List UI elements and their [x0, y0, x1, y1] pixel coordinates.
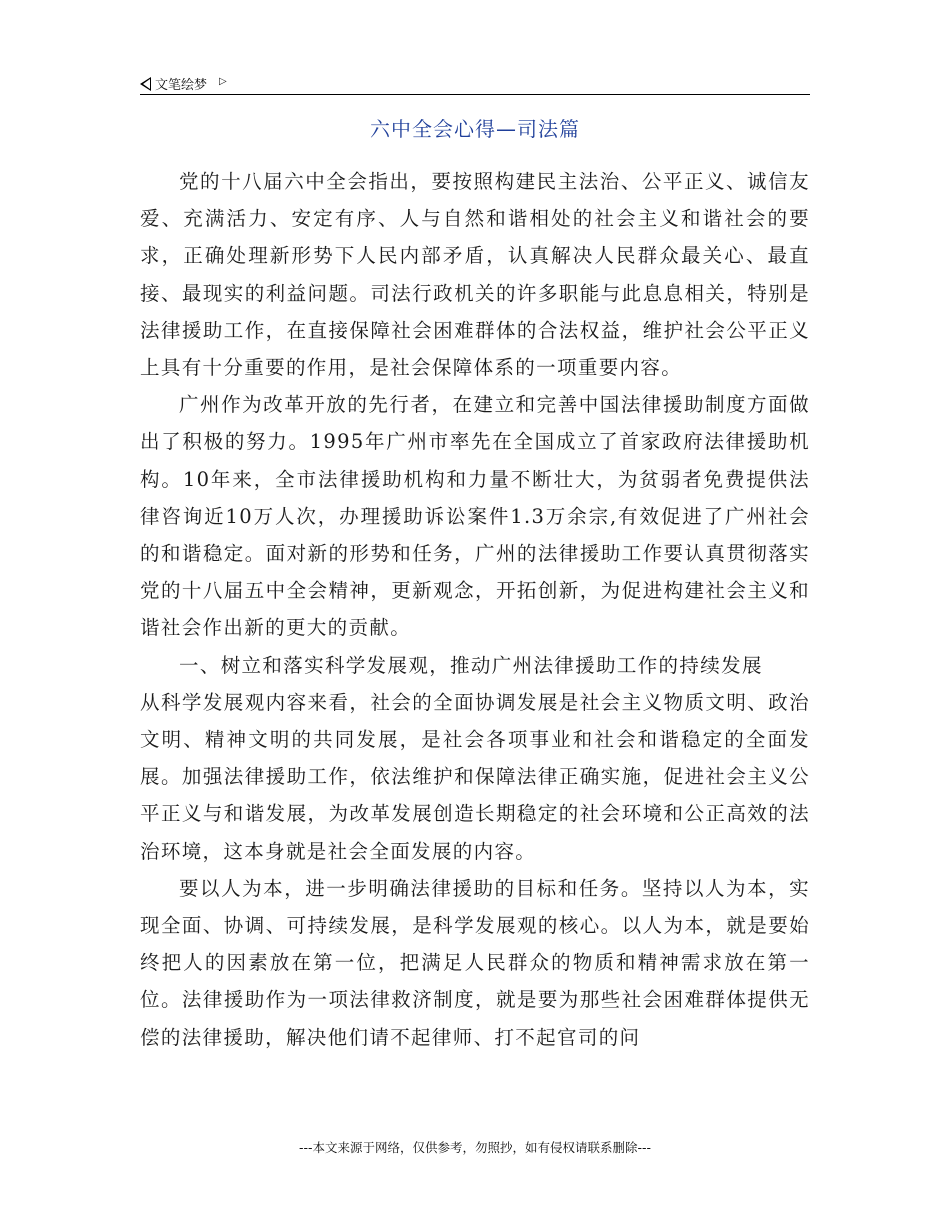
- paragraph-3: 从科学发展观内容来看，社会的全面协调发展是社会主义物质文明、政治文明、精神文明的共同发展，是社会各项事业和社会和谐稳定的全面发展。加强法律援助工作，依法维护和保障法律正确实施，促进社会主义公平正义与和谐发展，为改革发展创造长期稳定的社会环境和公正高效的法治环境，这本身就是社会全面发展的内容。: [140, 690, 810, 863]
- paragraph-4: 要以人为本，进一步明确法律援助的目标和任务。坚持以人为本，实现全面、协调、可持续发展，是科学发展观的核心。以人为本，就是要始终把人的因素放在第一位，把满足人民群众的物质和精神需求放在第一位。法律援助作为一项法律救济制度，就是要为那些社会困难群体提供无偿的法律援助，解决他们请不起律师、打不起官司的问: [140, 876, 810, 1049]
- header-brand-text: 文笔绘梦: [155, 78, 208, 93]
- paragraph-1: 党的十八届六中全会指出，要按照构建民主法治、公平正义、诚信友爱、充满活力、安定有序、人与自然和谐相处的社会主义和谐社会的要求，正确处理新形势下人民内部矛盾，认真解决人民群众最关心、最直接、最现实的利益问题。司法行政机关的许多职能与此息息相关，特别是法律援助工作，在直接保障社会困难群体的合法权益，维护社会公平正义上具有十分重要的作用，是社会保障体系的一项重要内容。: [140, 170, 810, 380]
- page-footer-disclaimer: ---本文来源于网络，仅供参考，勿照抄，如有侵权请联系删除---: [298, 1140, 652, 1155]
- document-body: [140, 163, 810, 1056]
- triangle-right-icon: ▷: [219, 76, 227, 87]
- section-heading-1: 一、树立和落实科学发展观，推动广州法律援助工作的持续发展: [179, 653, 763, 677]
- header-brand: [140, 74, 227, 93]
- triangle-left-icon: [140, 77, 151, 91]
- document-title: 六中全会心得—司法篇: [370, 117, 580, 141]
- page-header: [140, 72, 810, 95]
- paragraph-2: 广州作为改革开放的先行者，在建立和完善中国法律援助制度方面做出了积极的努力。1995年广州市率先在全国成立了首家政府法律援助机构。10年来，全市法律援助机构和力量不断壮大，为贫弱者免费提供法律咨询近10万人次，办理援助诉讼案件1.3万余宗,有效促进了广州社会的和谐稳定。面对新的形势和任务，广州的法律援助工作要认真贯彻落实党的十八届五中全会精神，更新观念，开拓创新，为促进构建社会主义和谐社会作出新的更大的贡献。: [140, 393, 810, 640]
